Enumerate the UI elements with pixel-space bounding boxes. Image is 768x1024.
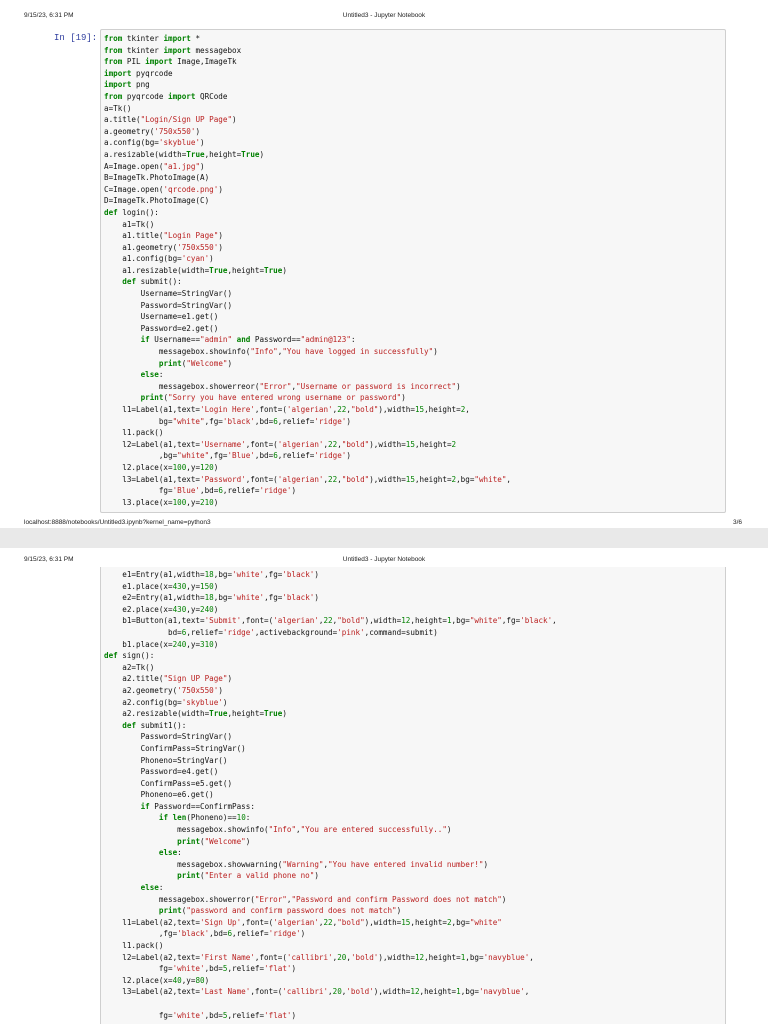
code-line[interactable]: l2=Label(a2,text='First Name',font=('callibri',20,'bold'),width=12,height=1,bg='navyblue', — [104, 952, 534, 962]
code-line[interactable]: if len(Phoneno)==10: — [158, 813, 251, 823]
code-line[interactable]: import png — [104, 80, 150, 90]
code-line[interactable]: ,bg="white",fg='Blue',bd=6,relief='ridge') — [104, 451, 351, 461]
code-line[interactable] — [104, 998, 557, 1010]
code-line[interactable]: messagebox.showerreor("Error","Username or password is incorrect") — [104, 381, 461, 391]
code-line[interactable]: print("Sorry you have entered wrong username or password") — [140, 393, 406, 403]
code-line[interactable]: print("password and confirm password does not match") — [158, 906, 402, 916]
code-line[interactable]: l2.place(x=40,y=80) — [104, 975, 210, 985]
code-line[interactable]: A=Image.open("a1.jpg") — [104, 161, 205, 171]
code-line[interactable]: l2=Label(a1,text='Username',font=('algerian',22,"bold"),width=15,height=2 — [104, 439, 457, 449]
code-line[interactable]: print("Enter a valid phone no") — [177, 871, 319, 881]
code-line[interactable]: def submit1(): — [122, 720, 187, 730]
code-line[interactable]: Username=e1.get() — [104, 312, 219, 322]
print-page-title: Untitled3 - Jupyter Notebook — [342, 12, 426, 19]
code-line[interactable]: Phoneno=StringVar() — [104, 755, 228, 765]
code-line[interactable]: a1.geometry('750x550') — [104, 242, 223, 252]
code-line[interactable]: D=ImageTk.PhotoImage(C) — [104, 196, 210, 206]
code-line[interactable]: messagebox.showerror("Error","Password and confirm Password does not match") — [104, 894, 507, 904]
code-line[interactable]: l1=Label(a1,text='Login Here',font=('algerian',22,"bold"),width=15,height=2, — [104, 405, 470, 414]
code-line[interactable]: a2=Tk() — [104, 662, 155, 672]
code-line[interactable]: def login(): — [104, 207, 159, 217]
page-number: 3/6 — [732, 519, 742, 526]
code-line[interactable]: else: — [140, 370, 164, 380]
page-separator — [0, 528, 768, 548]
code-line[interactable]: ,fg='black',bd=6,relief='ridge') — [104, 929, 306, 939]
code-line[interactable]: a1.title("Login Page") — [104, 231, 223, 241]
code-line[interactable]: Password=e2.get() — [104, 323, 219, 333]
code-line[interactable]: else: — [158, 848, 182, 858]
code-line[interactable]: if Username=="admin" and Password=="admin@123": — [140, 335, 356, 345]
code-editor-content[interactable] — [104, 33, 511, 508]
code-line[interactable]: Phoneno=e6.get() — [104, 790, 214, 800]
print-url: localhost:8888/notebooks/Untitled3.ipynb?kernel_name=python3 — [24, 519, 211, 526]
code-line[interactable]: a2.config(bg='skyblue') — [104, 697, 228, 707]
code-line[interactable]: else: — [140, 883, 164, 893]
code-line[interactable]: bd=6,relief='ridge',activebackground='pink',command=submit) — [104, 627, 438, 637]
code-line[interactable]: l1.pack() — [104, 941, 164, 950]
code-line[interactable]: if Password==ConfirmPass: — [140, 801, 255, 811]
code-line[interactable]: messagebox.showinfo("Info","You are entered successfully..") — [104, 825, 452, 835]
code-line[interactable]: l1=Label(a2,text='Sign Up',font=('algerian',22,"bold"),width=15,height=2,bg="white" — [104, 917, 502, 927]
code-line[interactable]: l2.place(x=100,y=120) — [104, 462, 219, 472]
code-line[interactable]: Password=StringVar() — [104, 732, 233, 742]
code-line[interactable]: b1=Button(a1,text='Submit',font=('algerian',22,"bold"),width=12,height=1,bg="white",fg='black', — [104, 616, 557, 626]
code-line[interactable]: messagebox.showwarning("Warning","You have entered invalid number!") — [104, 859, 489, 869]
code-line[interactable]: a1=Tk() — [104, 219, 155, 229]
code-line[interactable]: from tkinter import messagebox — [104, 45, 242, 55]
code-line[interactable]: from tkinter import * — [104, 34, 201, 43]
code-line[interactable]: a.resizable(width=True,height=True) — [104, 149, 265, 159]
code-line[interactable]: Password=e4.get() — [104, 767, 219, 777]
code-line[interactable]: l3=Label(a2,text='Last Name',font=('callibri',20,'bold'),width=12,height=1,bg='navyblue', — [104, 987, 530, 997]
code-line[interactable]: a1.config(bg='cyan') — [104, 254, 214, 264]
code-line[interactable]: bg="white",fg='black',bd=6,relief='ridge') — [104, 416, 351, 426]
code-line[interactable]: Username=StringVar() — [104, 289, 233, 299]
code-line[interactable]: fg='white',bd=5,relief='flat') — [104, 964, 297, 974]
code-line[interactable]: a=Tk() — [104, 103, 132, 113]
code-line[interactable]: fg='white',bd=5,relief='flat') — [104, 1010, 297, 1020]
code-line[interactable]: l3=Label(a1,text='Password',font=('algerian',22,"bold"),width=15,height=2,bg="white", — [104, 474, 511, 484]
code-line[interactable]: a1.resizable(width=True,height=True) — [104, 265, 287, 275]
code-line[interactable]: a.geometry('750x550') — [104, 126, 201, 136]
code-line[interactable]: from pyqrcode import QRCode — [104, 91, 228, 101]
code-line[interactable]: a.title("Login/Sign UP Page") — [104, 115, 237, 125]
code-line[interactable]: a2.title("Sign UP Page") — [104, 674, 233, 684]
code-line[interactable]: a2.resizable(width=True,height=True) — [104, 709, 287, 719]
code-line[interactable]: a.config(bg='skyblue') — [104, 138, 205, 148]
code-cell-continued[interactable] — [100, 567, 726, 1024]
code-line[interactable]: C=Image.open('qrcode.png') — [104, 184, 223, 194]
code-line[interactable]: e1.place(x=430,y=150) — [104, 581, 219, 591]
print-page-title: Untitled3 - Jupyter Notebook — [342, 556, 426, 563]
code-line[interactable]: B=ImageTk.PhotoImage(A) — [104, 173, 210, 183]
code-editor-content[interactable] — [104, 569, 557, 1021]
code-line[interactable]: print("Welcome") — [177, 836, 251, 846]
code-line[interactable]: Password=StringVar() — [104, 300, 233, 310]
code-line[interactable]: def sign(): — [104, 651, 155, 661]
code-cell[interactable] — [100, 29, 726, 513]
code-line[interactable]: def submit(): — [122, 277, 182, 287]
code-line[interactable]: messagebox.showinfo("Info","You have logged in successfully") — [104, 347, 438, 357]
code-line[interactable]: ConfirmPass=StringVar() — [104, 743, 246, 753]
code-line[interactable]: import pyqrcode — [104, 68, 173, 78]
code-line[interactable]: b1.place(x=240,y=310) — [104, 639, 219, 649]
code-line[interactable]: from PIL import Image,ImageTk — [104, 57, 237, 67]
print-timestamp: 9/15/23, 6:31 PM — [24, 12, 74, 19]
code-line[interactable]: l3.place(x=100,y=210) — [104, 497, 219, 507]
code-line[interactable]: a2.geometry('750x550') — [104, 685, 223, 695]
code-line[interactable]: e2.place(x=430,y=240) — [104, 604, 219, 614]
pdf-page-4 — [0, 548, 768, 1024]
code-line[interactable]: ConfirmPass=e5.get() — [104, 778, 233, 788]
code-line[interactable]: print("Welcome") — [158, 358, 233, 368]
code-line[interactable]: fg='Blue',bd=6,relief='ridge') — [104, 486, 297, 496]
code-line[interactable]: e1=Entry(a1,width=18,bg='white',fg='black') — [104, 570, 319, 579]
code-line[interactable]: e2=Entry(a1,width=18,bg='white',fg='black') — [104, 593, 319, 603]
cell-input-prompt: In [19]: — [54, 33, 98, 43]
print-timestamp: 9/15/23, 6:31 PM — [24, 556, 74, 563]
code-line[interactable]: l1.pack() — [104, 428, 164, 438]
